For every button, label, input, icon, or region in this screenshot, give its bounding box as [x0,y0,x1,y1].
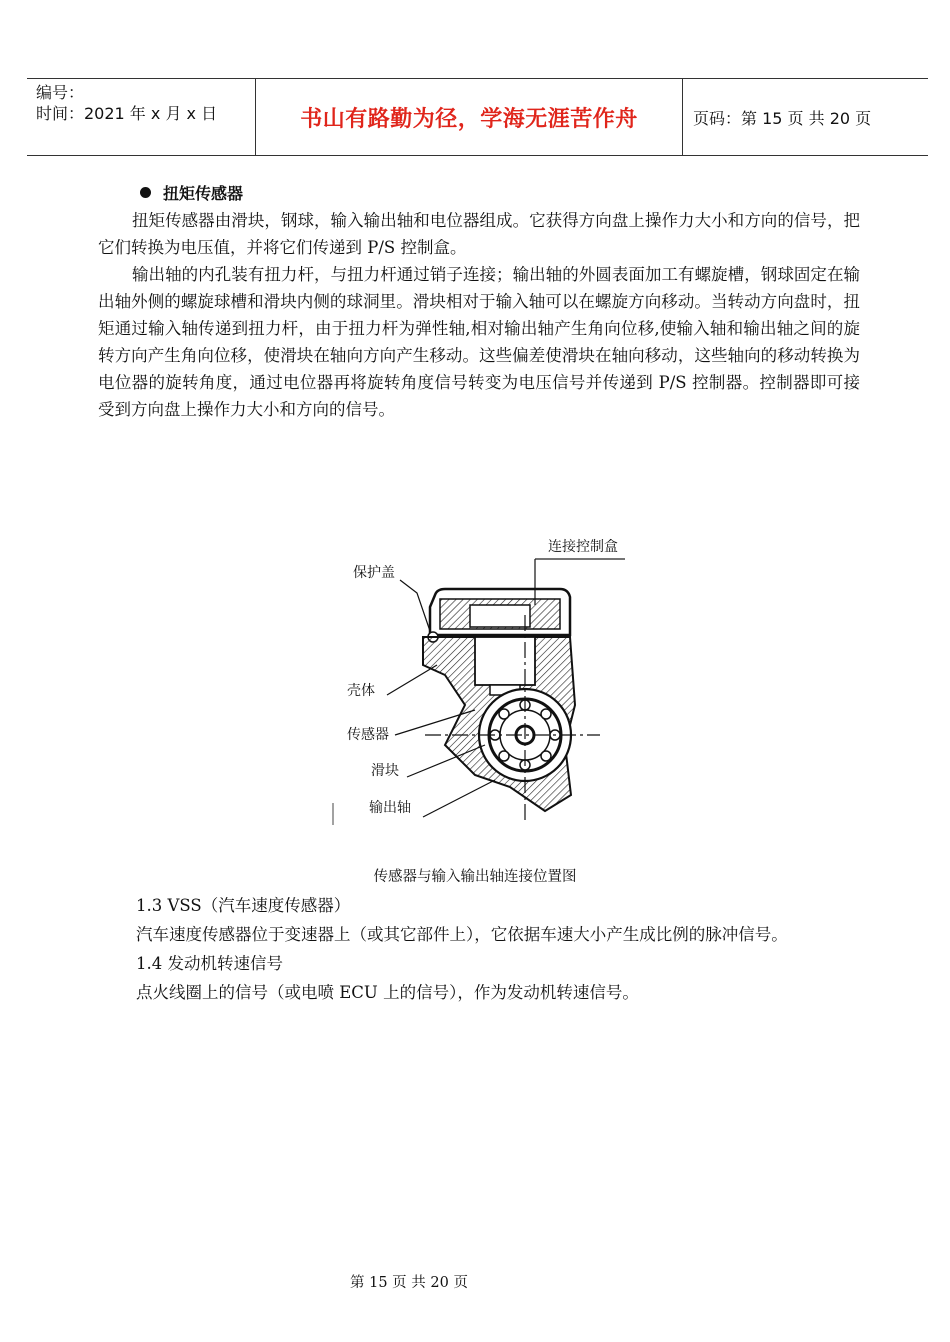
label-housing: 壳体 [347,683,375,699]
label-slider: 滑块 [371,763,399,779]
label-sensor: 传感器 [347,727,389,743]
paragraph-2: 输出轴的内孔装有扭力杆，与扭力杆通过销子连接；输出轴的外圆表面加工有螺旋槽，钢球固定在输出轴外侧的螺旋球槽和滑块内侧的球洞里。滑块相对于输入轴可以在螺旋方向移动。当转动方向盘时，扭矩通过输入轴传递到扭力杆，由于扭力杆为弹性轴,相对输出轴产生角向位移,使输入轴和输出轴之间的旋转方向产生角向位移，使滑块在轴向方向产生移动。这些偏差使滑块在轴向移动，这些轴向的移动转换为电位器的旋转角度，通过电位器再将旋转角度信号转变为电压信号并传递到 P/S 控制器。控制器即可接受到方向盘上操作力大小和方向的信号。 [98,265,860,419]
header-left-cell [27,79,256,155]
label-output-shaft: 输出轴 [369,800,411,816]
vss-text: 汽车速度传感器位于变速器上（或其它部件上），它依据车速大小产生成比例的脉冲信号。 [136,925,788,944]
label-control-box: 连接控制盒 [548,539,618,555]
number-label: 编号： [36,83,85,102]
page-info: 页码：第 15 页 共 20 页 [693,108,872,128]
paragraph-1: 扭矩传感器由滑块，钢球，输入输出轴和电位器组成。它获得方向盘上操作力大小和方向的信号，把它们转换为电压值，并将它们传递到 P/S 控制盒。 [98,211,860,257]
time-label: 时间：2021 年 x 月 x 日 [36,104,218,123]
page-header [27,78,928,156]
figure-caption: 传感器与输入输出轴连接位置图 [373,869,577,885]
label-cover: 保护盖 [353,565,395,581]
motto: 书山有路勤为径，学海无涯苦作舟 [256,79,683,155]
section-heading: 扭矩传感器 [140,180,860,207]
bullet-icon [140,187,151,198]
page-footer: 第 15 页 共 20 页 [350,1275,468,1291]
main-content [98,180,860,423]
sensor-diagram [325,525,625,835]
sensor-diagram-drawing [325,525,625,835]
secondary-content [98,891,860,1007]
vss-heading: 1.3 VSS（汽车速度传感器） [136,896,351,915]
engine-text: 点火线圈上的信号（或电喷 ECU 上的信号），作为发动机转速信号。 [136,983,639,1002]
engine-heading: 1.4 发动机转速信号 [136,954,283,973]
